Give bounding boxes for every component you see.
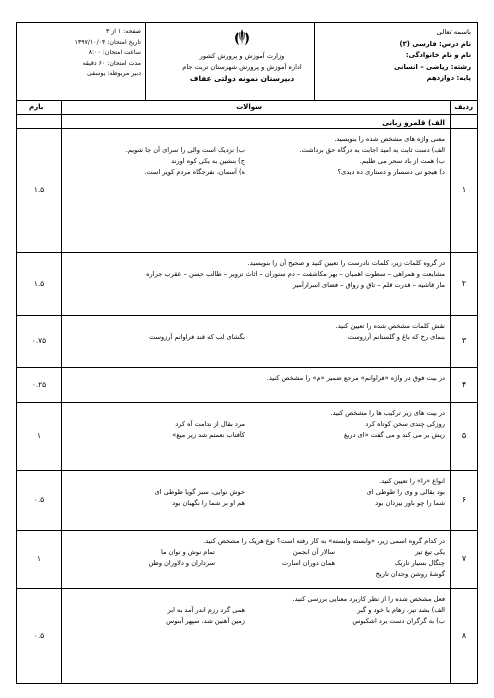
question-text: سرداران و دلاوران وطن [148, 559, 215, 567]
header-center [147, 27, 337, 84]
header-exam-info [23, 27, 141, 80]
question-line [67, 332, 445, 343]
question-score: ۰.۷۵ [31, 336, 47, 345]
question-body [67, 321, 445, 343]
question-prompt [67, 258, 445, 269]
header-student-info [321, 27, 471, 85]
col-num: ردیف [454, 103, 473, 111]
question-score: ۱.۵ [33, 185, 45, 194]
question-text: ب) همت از باد سحر می طلبم. [359, 157, 445, 165]
question-line [67, 487, 445, 498]
question-score: ۰.۵ [33, 495, 45, 504]
question-score: ۱.۵ [33, 278, 45, 288]
question-text: ه) آسمان، نفرجگاه مردم کویر است. [144, 168, 245, 176]
question-body [67, 408, 445, 441]
question-prompt [67, 476, 445, 487]
question-text: ریش بر می کند و می گفت «ای دریغ [344, 431, 445, 439]
question-prompt [67, 408, 445, 419]
question-text: یکی تیغ تیز [415, 548, 445, 556]
question-text: در بیت های زیر ترکیب ها را مشخص کنید. [330, 409, 445, 417]
question-text: د) هیجو تی دسسار و دستاری ده دیدی؟ [337, 168, 445, 176]
question-number: ۲ [461, 278, 467, 288]
question-text: همان دوران اسارت [281, 559, 335, 567]
question-body [67, 536, 445, 580]
question-text: روزکی چندی سخن کوتاه کرد [365, 420, 445, 428]
question-row [17, 368, 477, 403]
header-school: دبیرستان نمونه دولتی عفاف [189, 74, 295, 83]
exam-sheet [16, 22, 478, 684]
question-text: شما را چو باور بیزدان بود [375, 499, 445, 507]
question-line [67, 569, 445, 580]
question-line [67, 605, 445, 616]
question-body [67, 594, 445, 627]
col-questions: سوالات [236, 103, 262, 111]
question-text: سالار آن انجمن [292, 548, 335, 556]
question-body [67, 373, 445, 384]
question-body [67, 476, 445, 509]
question-number: ۱ [461, 185, 467, 194]
question-body [67, 134, 445, 178]
question-text: بگشای لب که قند فراوانم آرزوست [148, 333, 245, 341]
header-teacher: دبیر مربوطه: یوسفی [86, 70, 141, 77]
question-text: مرد بقال از ندامت آه کرد [175, 420, 245, 428]
question-text: در گروه کلمات زیر، کلمات نادرست را تعیین کنید و صحیح آن را بنویسید. [247, 259, 445, 267]
section-title: الف) قلمرو زبانی [382, 118, 445, 127]
header-course: نام درس: فارسی (۳) [399, 39, 471, 48]
question-number: ۶ [461, 495, 467, 504]
question-prompt [67, 321, 445, 332]
question-body [67, 258, 445, 291]
question-text: تمام نوش و نوان ما [160, 548, 215, 556]
header-time: ساعت امتحان: ۸:۰۰ [88, 49, 141, 56]
header-grade: پایه: دوازدهم [426, 74, 471, 82]
question-number: ۷ [461, 554, 467, 563]
question-score: ۰.۲۵ [31, 379, 47, 389]
col-score: بارم [29, 103, 44, 111]
question-text: ج) بنشین به یکی کوه اورند [171, 157, 245, 165]
question-row [17, 253, 477, 316]
question-text: بود بقالی و وی را طوطی ای [366, 488, 445, 496]
question-text: مشایعت و همراهی – سطوت اهمیان – بهر مکاشفت – دم ستوران – اثاث تزویر – طالب حسن – عقرب جراره [146, 270, 445, 278]
question-line [67, 280, 445, 291]
question-row [17, 471, 477, 531]
question-text: معنی واژه های مشخص شده را بنویسید. [334, 135, 445, 143]
question-number: ۵ [461, 431, 467, 440]
question-number: ۳ [461, 336, 467, 345]
question-text: گوشهٔ روشن وجدان تاریخ [375, 570, 445, 578]
question-number: ۴ [461, 379, 467, 389]
header-name: نام و نام خانوادگی: [405, 51, 471, 59]
header-divider-left [145, 23, 146, 101]
question-text: خوش نوایی، سبز گویا طوطی ای [154, 488, 245, 496]
iran-emblem-icon [231, 27, 253, 49]
question-line [67, 430, 445, 441]
question-row [17, 589, 477, 685]
question-line [67, 269, 445, 280]
header-office: اداره آموزش و پرورش شهرستان تربت جام [182, 63, 302, 71]
header-ministry: وزارت آموزش و پرورش کشور [199, 52, 285, 60]
exam-header [17, 23, 477, 101]
question-line [67, 616, 445, 627]
question-line [67, 419, 445, 430]
header-duration: مدت امتحان: ۶۰ دقیقه [82, 59, 141, 67]
question-line [67, 498, 445, 509]
column-headers [17, 101, 477, 115]
question-line [67, 167, 445, 178]
question-text: کآفتاب نعمتم شد زیر میغ» [172, 431, 245, 439]
question-prompt [67, 594, 445, 605]
question-text: زمین آهنین شد، سپهر آبنوس [166, 617, 245, 625]
question-score: ۰.۵ [33, 631, 45, 640]
question-text: در بیت فوق در واژه «فراوانم» مرجع ضمیر «م» را مشخص کنید. [266, 374, 445, 382]
question-line [67, 145, 445, 156]
question-text: ب) نزدیک است والی را سرای آن جا شویم. [125, 146, 245, 154]
question-row [17, 316, 477, 368]
question-text: الف) بشد تیز، رهام با خود و گبر [357, 606, 445, 614]
question-text: انواع «را» را تعیین کنید. [378, 477, 445, 485]
question-text: همی گرد رزم اندر آمد به ابر [167, 606, 245, 614]
header-date: تاریخ امتحان: ۱۳۹۷/۱۰/۰۴ [74, 38, 141, 46]
header-field: رشته: ریاضی – انسانی [394, 62, 471, 71]
question-text: در کدام گروه اسمی زیر، «وابسته وابسته» به کار رفته است؟ نوع هریک را مشخص کنید. [203, 537, 445, 545]
question-prompt [67, 536, 445, 547]
question-score: ۱ [37, 431, 41, 440]
question-text: مار قاشیه – قدرت قلم – تاق و رواق – فضای اسرارآمیز [292, 281, 445, 289]
question-text: بنمای رخ که باغ و گلستانم آرزوست [347, 333, 445, 341]
question-text: الف) دست ثابت به امید اجابت به درگاه حق برداشت. [299, 146, 445, 154]
question-row [17, 129, 477, 253]
question-text: چنگال بسیار تاریک [394, 559, 445, 567]
question-text: نقش کلمات مشخص شده را تعیین کنید. [335, 322, 445, 330]
header-page: صفحه: ۱ از ۳ [105, 28, 141, 35]
question-text: ب) به گرگران دست برد اشکبوس [352, 617, 445, 625]
question-row [17, 403, 477, 471]
question-prompt [67, 134, 445, 145]
header-basmala: باسمه تعالی [436, 28, 471, 36]
question-line [67, 558, 445, 569]
section-row [17, 115, 477, 129]
question-line [67, 547, 445, 558]
question-number: ۸ [461, 631, 467, 640]
question-text: فعل مشخص شده را از نظر کاربرد معنایی بررسی کنید. [292, 595, 445, 603]
question-line [67, 156, 445, 167]
question-row [17, 531, 477, 589]
question-score: ۱ [37, 554, 41, 563]
question-prompt [67, 373, 445, 384]
question-text: هم او بر شما را نگهبان بود [172, 499, 245, 507]
